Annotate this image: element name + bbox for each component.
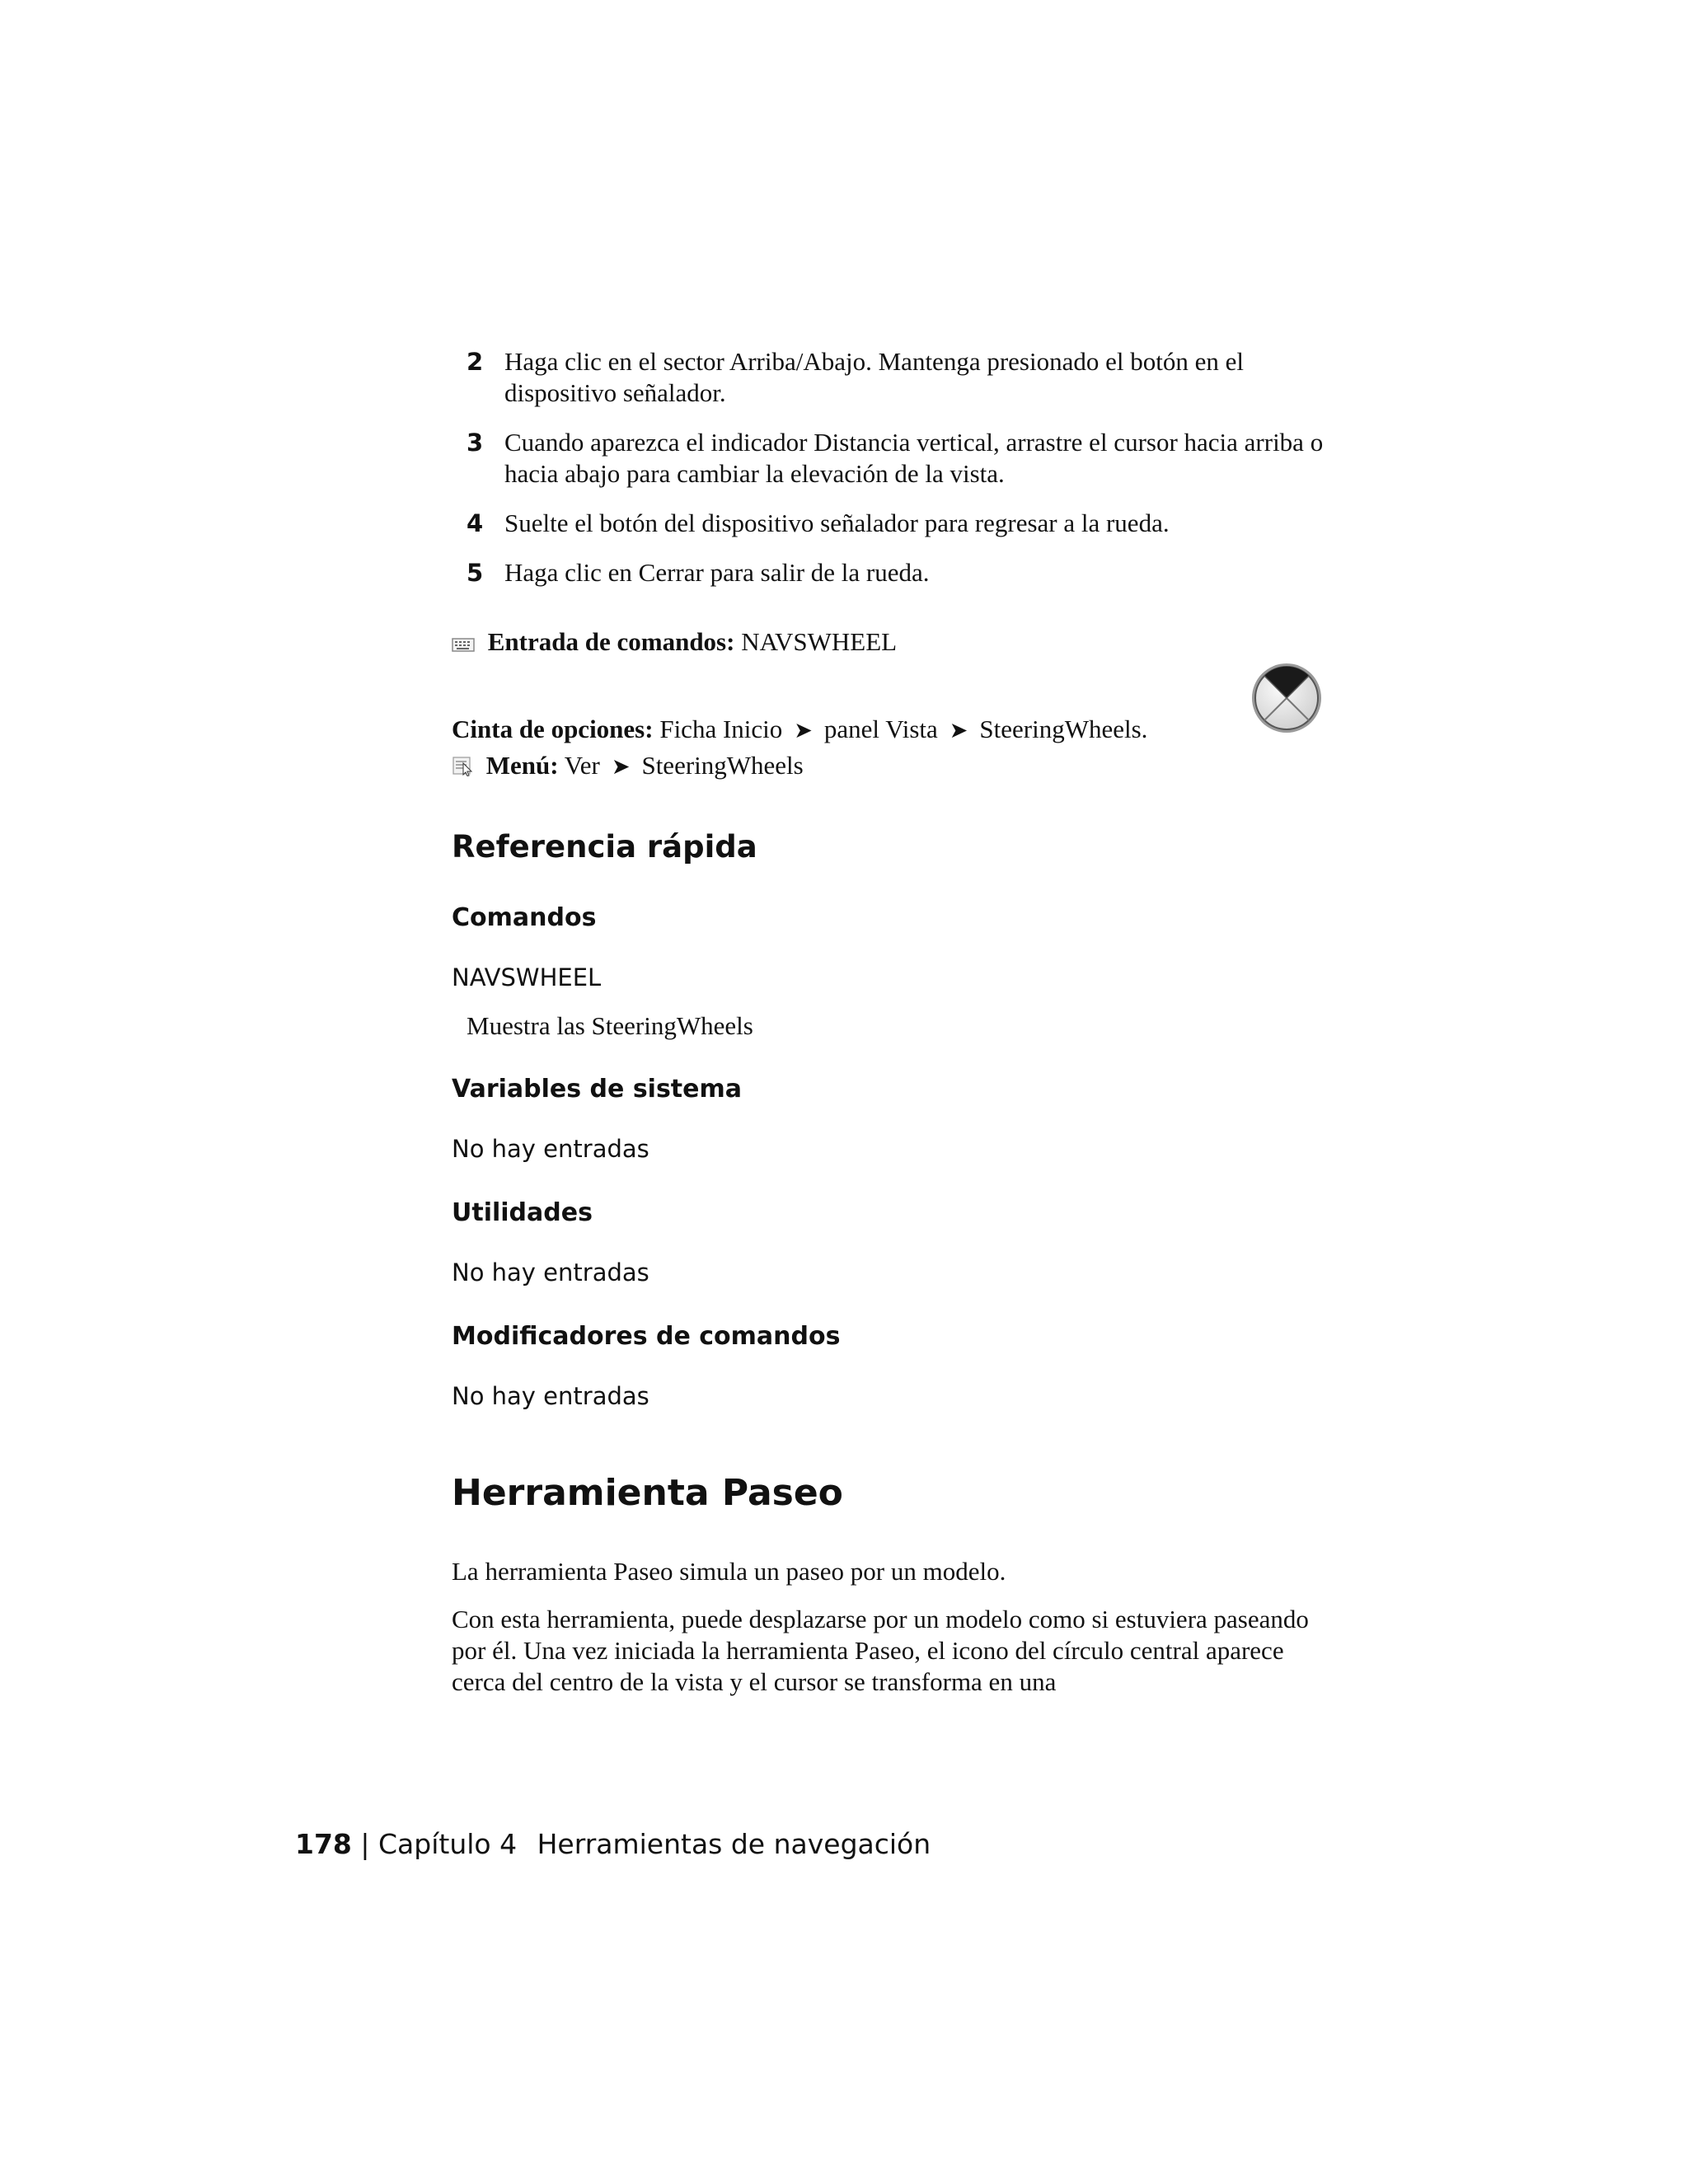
menu-path-item: SteeringWheels	[641, 751, 804, 780]
command-entry-line	[452, 626, 897, 660]
section-paragraph: La herramienta Paseo simula un paseo por un modelo.	[452, 1557, 1006, 1586]
step-number: 4	[467, 509, 484, 537]
command-entry-value: NAVSWHEEL	[741, 627, 898, 656]
footer-separator: |	[360, 1828, 370, 1860]
quick-reference-heading: Referencia rápida	[452, 829, 757, 865]
command-description: Muestra las SteeringWheels	[467, 1011, 753, 1040]
command-entry-label: Entrada de comandos:	[487, 627, 735, 656]
system-variables-heading: Variables de sistema	[452, 1075, 743, 1104]
menu-icon	[452, 752, 475, 784]
page-footer	[295, 1828, 931, 1861]
menu-label: Menú:	[485, 751, 559, 780]
ribbon-path-item: SteeringWheels.	[979, 715, 1148, 743]
arrow-icon: ➤	[949, 718, 968, 743]
menu-line	[452, 750, 804, 784]
page-number: 178	[295, 1828, 352, 1860]
section-paragraph: Con esta herramienta, puede desplazarse por un modelo como si estuviera paseando por él. Una vez iniciada la herramienta Paseo, el icono del círculo central aparece cerca del centro de la vista y el cursor se transforma en una	[452, 1605, 1309, 1696]
command-name: NAVSWHEEL	[452, 963, 602, 991]
section-title: Herramienta Paseo	[452, 1472, 843, 1514]
chapter-title: Herramientas de navegación	[537, 1828, 931, 1860]
arrow-icon: ➤	[794, 718, 813, 743]
keyboard-icon	[452, 629, 475, 660]
step-number: 2	[467, 348, 484, 376]
ribbon-path-item: panel Vista	[823, 715, 938, 743]
step-number: 5	[467, 559, 484, 587]
step-text: Haga clic en el sector Arriba/Abajo. Mantenga presionado el botón en el dispositivo señalador.	[504, 347, 1244, 407]
step-text: Cuando aparezca el indicador Distancia vertical, arrastre el cursor hacia arriba o hacia abajo para cambiar la elevación de la vista.	[504, 428, 1324, 488]
utilities-heading: Utilidades	[452, 1198, 593, 1227]
command-modifiers-text: No hay entradas	[452, 1382, 649, 1410]
arrow-icon: ➤	[611, 754, 631, 780]
command-modifiers-heading: Modificadores de comandos	[452, 1322, 841, 1351]
system-variables-text: No hay entradas	[452, 1135, 649, 1163]
step-text: Haga clic en Cerrar para salir de la rueda.	[504, 558, 930, 587]
ribbon-label: Cinta de opciones:	[452, 715, 654, 743]
steering-wheel-icon	[1250, 661, 1324, 735]
chapter-label: Capítulo 4	[378, 1828, 518, 1860]
utilities-text: No hay entradas	[452, 1258, 649, 1286]
ribbon-path-item: Ficha Inicio	[659, 715, 783, 743]
menu-path-item: Ver	[564, 751, 600, 780]
step-text: Suelte el botón del dispositivo señalador para regresar a la rueda.	[504, 509, 1170, 537]
commands-heading: Comandos	[452, 903, 597, 932]
ribbon-line	[452, 714, 1147, 747]
step-number: 3	[467, 429, 484, 457]
